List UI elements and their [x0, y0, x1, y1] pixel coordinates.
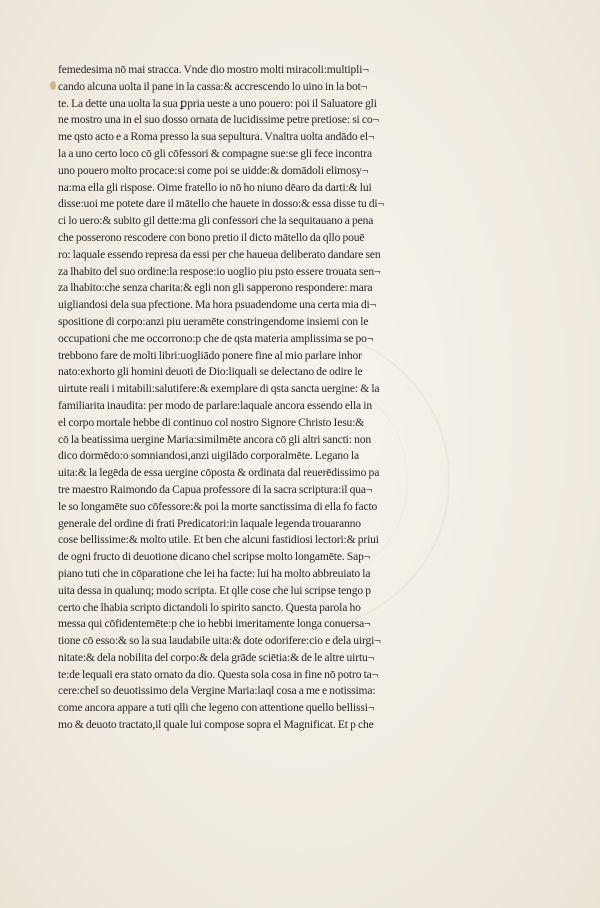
- text-line: uita:& la legēda de essa uergine cōposta & ordinata dal reuerēdissimo pa: [58, 466, 380, 480]
- text-line: generale del ordine di frati Predicatori:in laquale legenda trouaranno: [58, 516, 361, 530]
- text-column: [58, 62, 490, 734]
- text-line: occupationi che me occorrono:p che de qsta materia amplissima se po¬: [58, 331, 374, 345]
- text-line: el corpo mortale hebbe di continuo col nostro Signore Christo Iesu:&: [58, 415, 365, 429]
- ink-mark: [50, 81, 56, 90]
- text-line: che posserono rescodere con bono pretio il dicto mātello da qllo pouē: [58, 230, 365, 244]
- text-line: trebbono fare de molti libri:uogliādo ponere fine al mio parlare inhor: [58, 348, 362, 362]
- text-line: na:ma ella gli rispose. Oime fratello io nō ho niuno dēaro da darti:& lui: [58, 180, 372, 194]
- text-line: mo & deuoto tractato,il quale lui compose sopra el Magnificat. Et p che: [58, 718, 374, 732]
- text-line: ci lo uero:& subito gil dette:ma gli confessori che la sequitauano a pena: [58, 214, 374, 228]
- text-line: de ogni fructo di deuotione dicano chel scripse molto longamēte. Sap¬: [58, 550, 371, 564]
- text-line: nato:exhorto gli homini deuoti de Dio:liquali se delectano de odire le: [58, 365, 363, 379]
- text-line: le so longamēte suo cōfessore:& poi la morte sanctissima di ella fo facto: [58, 499, 378, 513]
- text-line: uirtute reali i mitabili:salutifere:& exemplare di qsta sancta uergine: & la: [58, 382, 380, 396]
- text-line: uno pouero molto procace:si come poi se uidde:& domādoli elimosy¬: [58, 163, 369, 177]
- text-line: familiarita inaudita: per modo de parlare:laquale ancora essendo ella in: [58, 398, 373, 412]
- text-line: me qsto acto e a Roma presso la sua sepultura. Vnaltra uolta andādo el¬: [58, 130, 375, 144]
- text-line: ne mostro una in el suo dosso ornata de lucidissime petre pretiose: si co¬: [58, 113, 379, 127]
- text-line: za lhabito:che senza charita:& egli non gli sapperono respondere: mara: [58, 281, 373, 295]
- text-line: piano tuti che in cōparatione che lei ha facte: lui ha molto abbreuiato la: [58, 566, 371, 580]
- text-line: messa qui cōfidentemēte:p che io hebbi imeritamente longa conuersa¬: [58, 617, 371, 631]
- text-line: come ancora appare a tuti qlli che legeno con attentione quello bellissi¬: [58, 701, 375, 715]
- text-line: tre maestro Raimondo da Capua professore di la sacra scriptura:il qua¬: [58, 482, 373, 496]
- text-line: uigliandosi dela sua pfectione. Ma hora psuadendome una certa mia di¬: [58, 298, 376, 312]
- text-line: cando alcuna uolta il pane in la cassa:& accrescendo lo uino in la bot¬: [58, 79, 368, 93]
- text-line: certo che lhabia scripto dictandoli lo spirito sancto. Questa parola ho: [58, 600, 361, 614]
- text-line: za lhabito del suo ordine:la respose:io uoglio piu psto essere trouata sen¬: [58, 264, 381, 278]
- text-line: nitate:& dela nobilita del corpo:& dela grāde sciētia:& de le altre uirtu¬: [58, 650, 375, 664]
- text-line: te. La dette una uolta la sua ꝑpria ueste a uno pouero: poi il Saluatore gli: [58, 96, 377, 110]
- text-line: tione cō esso:& so la sua laudabile uita:& dote odorifere:cio e dela uirgi¬: [58, 634, 381, 648]
- text-line: dico dormēdo:o somniandosi,anzi uigilādo corporalmēte. Legano la: [58, 449, 359, 463]
- text-line: femedesima nō mai stracca. Vnde dio mostro molti miracoli:multipli¬: [58, 63, 369, 76]
- text-line: disse:uoi me potete dare il mātello che hauete in dosso:& essa disse tu di¬: [58, 197, 384, 211]
- text-line: cere:chel so deuotissimo dela Vergine Maria:laql cosa a me e notissima:: [58, 684, 376, 698]
- text-line: te:de lequali era stato ornato da dio. Questa sola cosa in fine nō potro ta¬: [58, 667, 379, 681]
- text-line: uita dessa in qualunq; modo scripta. Et qlle cose che lui scripse tengo p: [58, 583, 371, 597]
- text-line: spositione di corpo:anzi piu ueramēte constringendome insiemi con le: [58, 314, 369, 328]
- text-line: ro: laquale essendo represa da essi per che haueua deliberato dandare sen: [58, 247, 381, 261]
- text-line: la a uno certo loco cō gli cōfessori & compagne sue:se gli fece incontra: [58, 146, 372, 160]
- text-line: cose bellissime:& molto utile. Et ben che alcuni fastidiosi lectori:& priui: [58, 533, 379, 547]
- text-line: cō la beatissima uergine Maria:similmēte ancora cō gli altri sancti: non: [58, 432, 372, 446]
